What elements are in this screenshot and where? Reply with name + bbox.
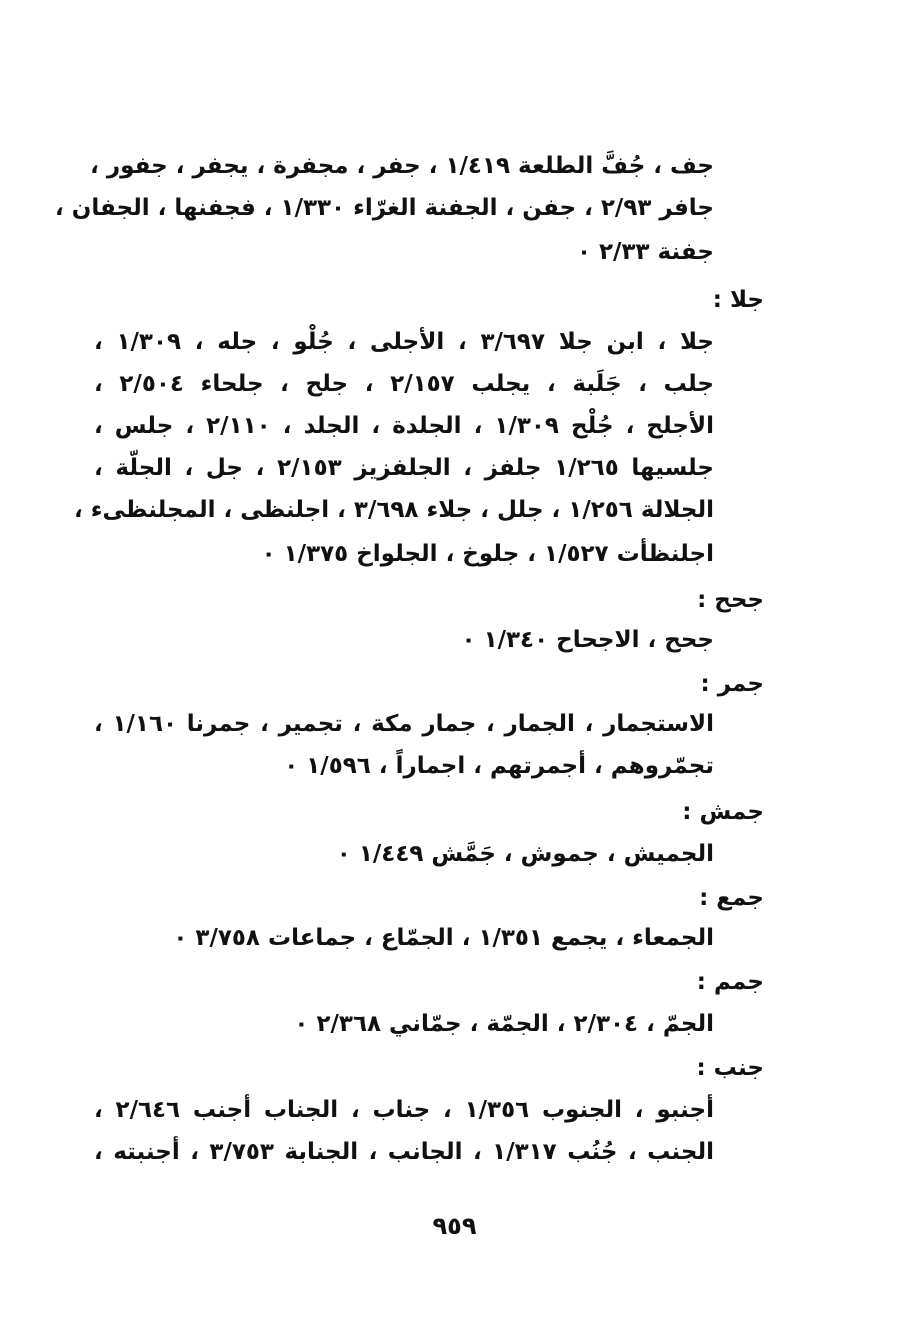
entry-line: الجميش ، جموش ، جَمَّش ١/٤٤٩ ٠	[336, 841, 714, 867]
root-heading: جنب :	[696, 1055, 764, 1081]
entry-line: الجنب ، جُنُب ١/٣١٧ ، الجانب ، الجنابة ٣/٧٥٣ ، أجنبته ،	[94, 1139, 714, 1165]
entry-line: تجمّروهم ، أجمرتهم ، اجماراً ، ١/٥٩٦ ٠	[284, 753, 714, 779]
root-heading: جمر :	[700, 671, 764, 697]
entry-line: جلا ، ابن جلا ٣/٦٩٧ ، الأجلى ، جُلْو ، جله ، ١/٣٠٩ ،	[94, 329, 714, 355]
entry-line: جحح ، الاجحاح ١/٣٤٠ ٠	[461, 627, 714, 653]
root-heading: جمم :	[696, 969, 764, 995]
entry-line: جلسيها ١/٢٦٥ جلفز ، الجلفزيز ٢/١٥٣ ، جل ، الجلّة ،	[94, 455, 714, 481]
root-heading: جمع :	[699, 885, 764, 911]
entry-line: جفنة ٢/٣٣ ٠	[576, 239, 714, 265]
entry-line: الجمعاء ، يجمع ١/٣٥١ ، الجمّاع ، جماعات ٣/٧٥٨ ٠	[173, 925, 714, 951]
root-heading: جحح :	[697, 587, 764, 613]
page-number: ٩٥٩	[432, 1212, 477, 1240]
entry-line: الجلالة ١/٢٥٦ ، جلل ، جلاء ٣/٦٩٨ ، اجلنظى ، المجلنظىء ،	[74, 497, 714, 523]
entry-line: الجمّ ، ٢/٣٠٤ ، الجمّة ، جمّاني ٢/٣٦٨ ٠	[294, 1011, 714, 1037]
entry-line: الاستجمار ، الجمار ، جمار مكة ، تجمير ، جمرنا ١/١٦٠ ،	[94, 711, 714, 737]
entry-line: جافر ٢/٩٣ ، جفن ، الجفنة الغرّاء ١/٣٣٠ ، فجفنها ، الجفان ،	[54, 195, 714, 221]
entry-line: جلب ، جَلَبة ، يجلب ٢/١٥٧ ، جلح ، جلحاء ٢/٥٠٤ ،	[94, 371, 714, 397]
root-heading: جلا :	[712, 287, 764, 313]
root-heading: جمش :	[682, 799, 764, 825]
entry-line: جف ، جُفَّ الطلعة ١/٤١٩ ، جفر ، مجفرة ، يجفر ، جفور ،	[90, 153, 714, 179]
entry-line: الأجلح ، جُلْح ١/٣٠٩ ، الجلدة ، الجلد ، ٢/١١٠ ، جلس ،	[94, 413, 714, 439]
entry-line: اجلنظأت ١/٥٢٧ ، جلوخ ، الجلواخ ١/٣٧٥ ٠	[261, 541, 714, 567]
entry-line: أجنبو ، الجنوب ١/٣٥٦ ، جناب ، الجناب أجنب ٢/٦٤٦ ،	[94, 1097, 714, 1123]
